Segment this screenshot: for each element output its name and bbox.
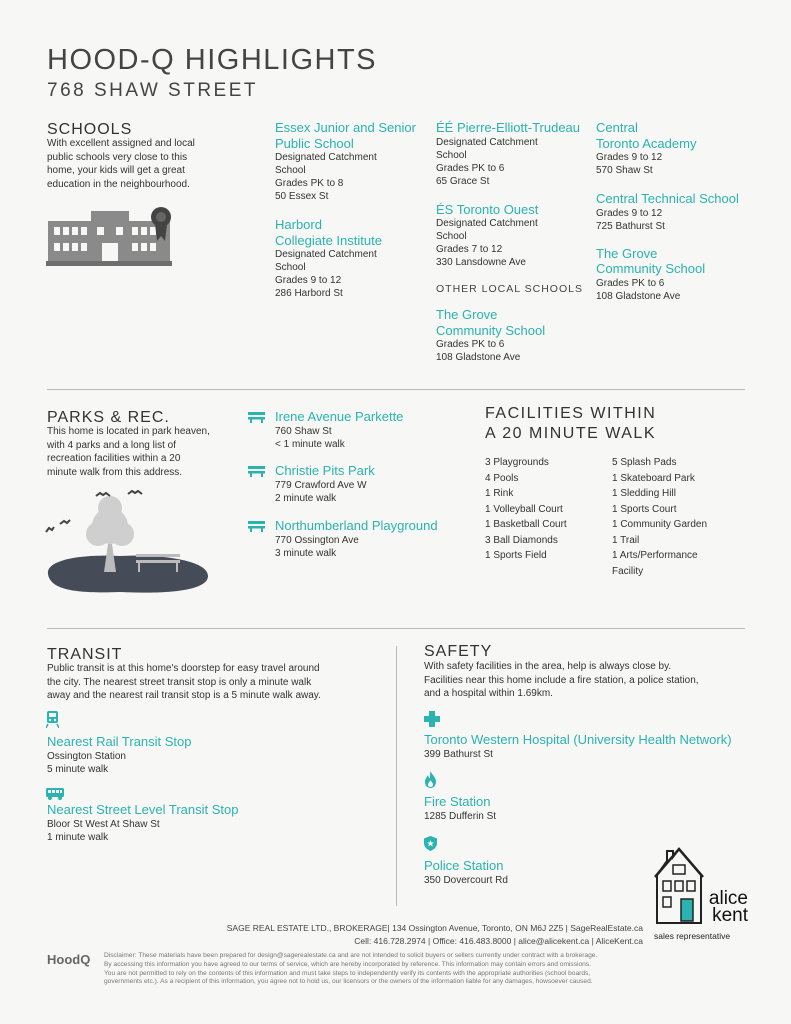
school-name[interactable]: Essex Junior and Senior Public School [275, 120, 416, 151]
school-name[interactable]: Central Technical School [596, 191, 739, 206]
school-name[interactable]: The Grove Community School [436, 307, 546, 338]
hoodq-logo: HoodQ [47, 952, 91, 967]
house-logo-icon [653, 847, 705, 925]
disclaimer: Disclaimer: These materials have been prepared for design@sagerealestate.ca and are not intended to solicit buyers or sellers currently under contract with a brokerage. By accessing this information you have agreed to our terms of service, which are hereby incorporated by reference. This information may contain errors and omissions. You are not permitted to rely on the contents of this information and must take steps to independently verify its contents with the appropriate authorities (school boards, governments etc.). As a recipient of this information, you agree not to hold us, our licensors or the owners of the information liable for any damages, howsoever caused. [104, 952, 598, 986]
park-name[interactable]: Irene Avenue Parkette [275, 409, 404, 424]
rail-transit-title[interactable]: Nearest Rail Transit Stop [47, 734, 192, 749]
hospital-name[interactable]: Toronto Western Hospital (University Health Network) [424, 732, 732, 747]
school-item: Harbord Collegiate Institute Designated Catchment School Grades 9 to 12 286 Harbord St [275, 217, 435, 300]
school-building-icon [46, 203, 186, 268]
facilities-col-1: 3 Playgrounds 4 Pools 1 Rink 1 Volleyball Court 1 Basketball Court 3 Ball Diamonds 1 Sports Field [485, 457, 567, 561]
safety-heading: SAFETY [424, 643, 493, 660]
fire-icon [425, 771, 436, 788]
school-name[interactable]: Central Toronto Academy [596, 120, 697, 151]
police-station-name[interactable]: Police Station [424, 858, 504, 873]
park-name[interactable]: Northumberland Playground [275, 518, 438, 533]
page-title: HOOD-Q HIGHLIGHTS [47, 44, 378, 76]
street-transit-title[interactable]: Nearest Street Level Transit Stop [47, 802, 239, 817]
school-item: ÉÉ Pierre-Elliott-Trudeau Designated Catchment School Grades PK to 6 65 Grace St [436, 120, 596, 188]
fire-station: Fire Station 1285 Dufferin St [424, 794, 497, 822]
transit-heading: TRANSIT [47, 646, 123, 663]
schools-heading: SCHOOLS [47, 121, 133, 138]
bus-icon [46, 788, 64, 800]
hospital-cross-icon [424, 711, 440, 727]
brokerage-line: SAGE REAL ESTATE LTD., BROKERAGE| 134 Ossington Avenue, Toronto, ON M6J 2Z5 | SageRealEstate.ca [226, 923, 643, 933]
parks-intro: This home is located in park heaven, with 4 parks and a long list of recreation facilities within a 20 minute walk from this address. [47, 426, 210, 478]
park-name[interactable]: Christie Pits Park [275, 463, 375, 478]
school-item: The Grove Community School Grades PK to 6 108 Gladstone Ave [436, 307, 596, 364]
bench-icon [248, 521, 265, 532]
park-item: Irene Avenue Parkette 760 Shaw St < 1 minute walk [248, 409, 468, 463]
park-item: Northumberland Playground 770 Ossington Ave 3 minute walk [248, 518, 468, 560]
school-item: The Grove Community School Grades PK to 6 108 Gladstone Ave [596, 246, 786, 303]
school-name[interactable]: The Grove Community School [596, 245, 706, 276]
park-item: Christie Pits Park 779 Crawford Ave W 2 minute walk [248, 463, 468, 518]
school-name[interactable]: ÉS Toronto Ouest [436, 201, 539, 217]
school-col-3 [596, 120, 786, 303]
vertical-divider [396, 646, 397, 906]
agent-name: alice kent [708, 888, 748, 926]
divider [47, 628, 745, 629]
school-item: ÉS Toronto Ouest Designated Catchment School Grades 7 to 12 330 Lansdowne Ave [436, 202, 596, 270]
bench-icon [248, 412, 265, 423]
divider [47, 389, 745, 390]
schools-intro: With excellent assigned and local public schools very close to this home, your kids will get a great education in the neighbourhood. [47, 138, 195, 190]
other-schools-label: OTHER LOCAL SCHOOLS [436, 283, 583, 295]
facilities-heading: FACILITIES WITHIN A 20 MINUTE WALK [485, 405, 657, 442]
school-item: Essex Junior and Senior Public School Designated Catchment School Grades PK to 8 50 Essex St [275, 120, 435, 203]
contact-line: Cell: 416.728.2974 | Office: 416.483.8000 | alice@alicekent.ca | AliceKent.ca [354, 936, 643, 946]
police-badge-icon [424, 836, 437, 851]
school-item: Central Technical School Grades 9 to 12 725 Bathurst St [596, 191, 786, 233]
transit-intro: Public transit is at this home's doorstep for easy travel around the city. The nearest street transit stop is only a minute walk away and the nearest rail transit stop is a 5 minute walk away. [47, 663, 321, 701]
safety-intro: With safety facilities in the area, help is always close by. Facilities near this home include a fire station, a police station, and a hospital within 1.69km. [424, 661, 699, 699]
train-icon [46, 711, 59, 728]
parks-heading: PARKS & REC. [47, 409, 170, 426]
school-item: Central Toronto Academy Grades 9 to 12 570 Shaw St [596, 120, 786, 177]
facilities-col-2: 5 Splash Pads 1 Skateboard Park 1 Sledding Hill 1 Sports Court 1 Community Garden 1 Trail 1 Arts/Performance Facility [612, 457, 708, 577]
agent-role: sales representative [654, 931, 731, 941]
hospital: Toronto Western Hospital (University Health Network) 399 Bathurst St [424, 732, 732, 760]
park-illustration-icon [40, 484, 215, 599]
park-list [248, 409, 468, 560]
school-col-1 [275, 120, 435, 300]
school-name[interactable]: Harbord Collegiate Institute [275, 217, 382, 248]
street-transit: Nearest Street Level Transit Stop Bloor St West At Shaw St 1 minute walk [47, 802, 239, 843]
fire-station-name[interactable]: Fire Station [424, 794, 491, 809]
page-address: 768 SHAW STREET [47, 80, 259, 101]
school-name[interactable]: ÉÉ Pierre-Elliott-Trudeau [436, 120, 581, 135]
bench-icon [248, 466, 265, 477]
school-col-2 [436, 120, 596, 364]
police-station: Police Station 350 Dovercourt Rd [424, 858, 508, 886]
rail-transit: Nearest Rail Transit Stop Ossington Station 5 minute walk [47, 734, 192, 775]
